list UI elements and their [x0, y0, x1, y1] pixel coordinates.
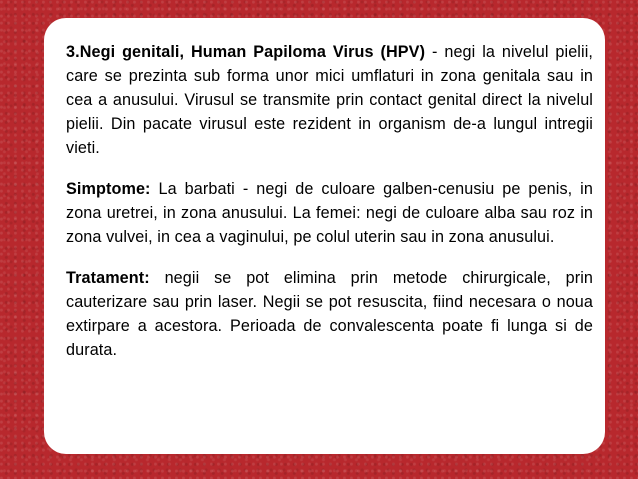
treatment-heading: Tratament: — [66, 269, 150, 287]
treatment-text: negii se pot elimina prin metode chirurgicale, prin cauterizare sau prin laser. Negii se pot resuscita, fiind necesara o noua extirpare a acestora. Perioada de convalescenta poate fi lunga si de durata. — [66, 269, 593, 359]
hpv-paragraph — [66, 40, 593, 160]
treatment-paragraph — [66, 266, 593, 362]
symptoms-text: La barbati - negi de culoare galben-cenusiu pe penis, in zona uretrei, in zona anusului. La femei: negi de culoare alba sau roz in zona vulvei, in cea a vaginului, pe colul uterin sau in zona anusului. — [66, 180, 593, 246]
hpv-heading: 3.Negi genitali, Human Papiloma Virus (HPV) — [66, 43, 426, 61]
hpv-text: - negi la nivelul pielii, care se prezinta sub forma unor mici umflaturi in zona genitala sau in cea a anusului. Virusul se transmite prin contact genital direct la nivelul pielii. Din pacate virusul este rezident in organism de-a lungul intregii vieti. — [66, 43, 593, 157]
content-card — [44, 18, 605, 454]
symptoms-paragraph — [66, 177, 593, 249]
symptoms-heading: Simptome: — [66, 180, 151, 198]
